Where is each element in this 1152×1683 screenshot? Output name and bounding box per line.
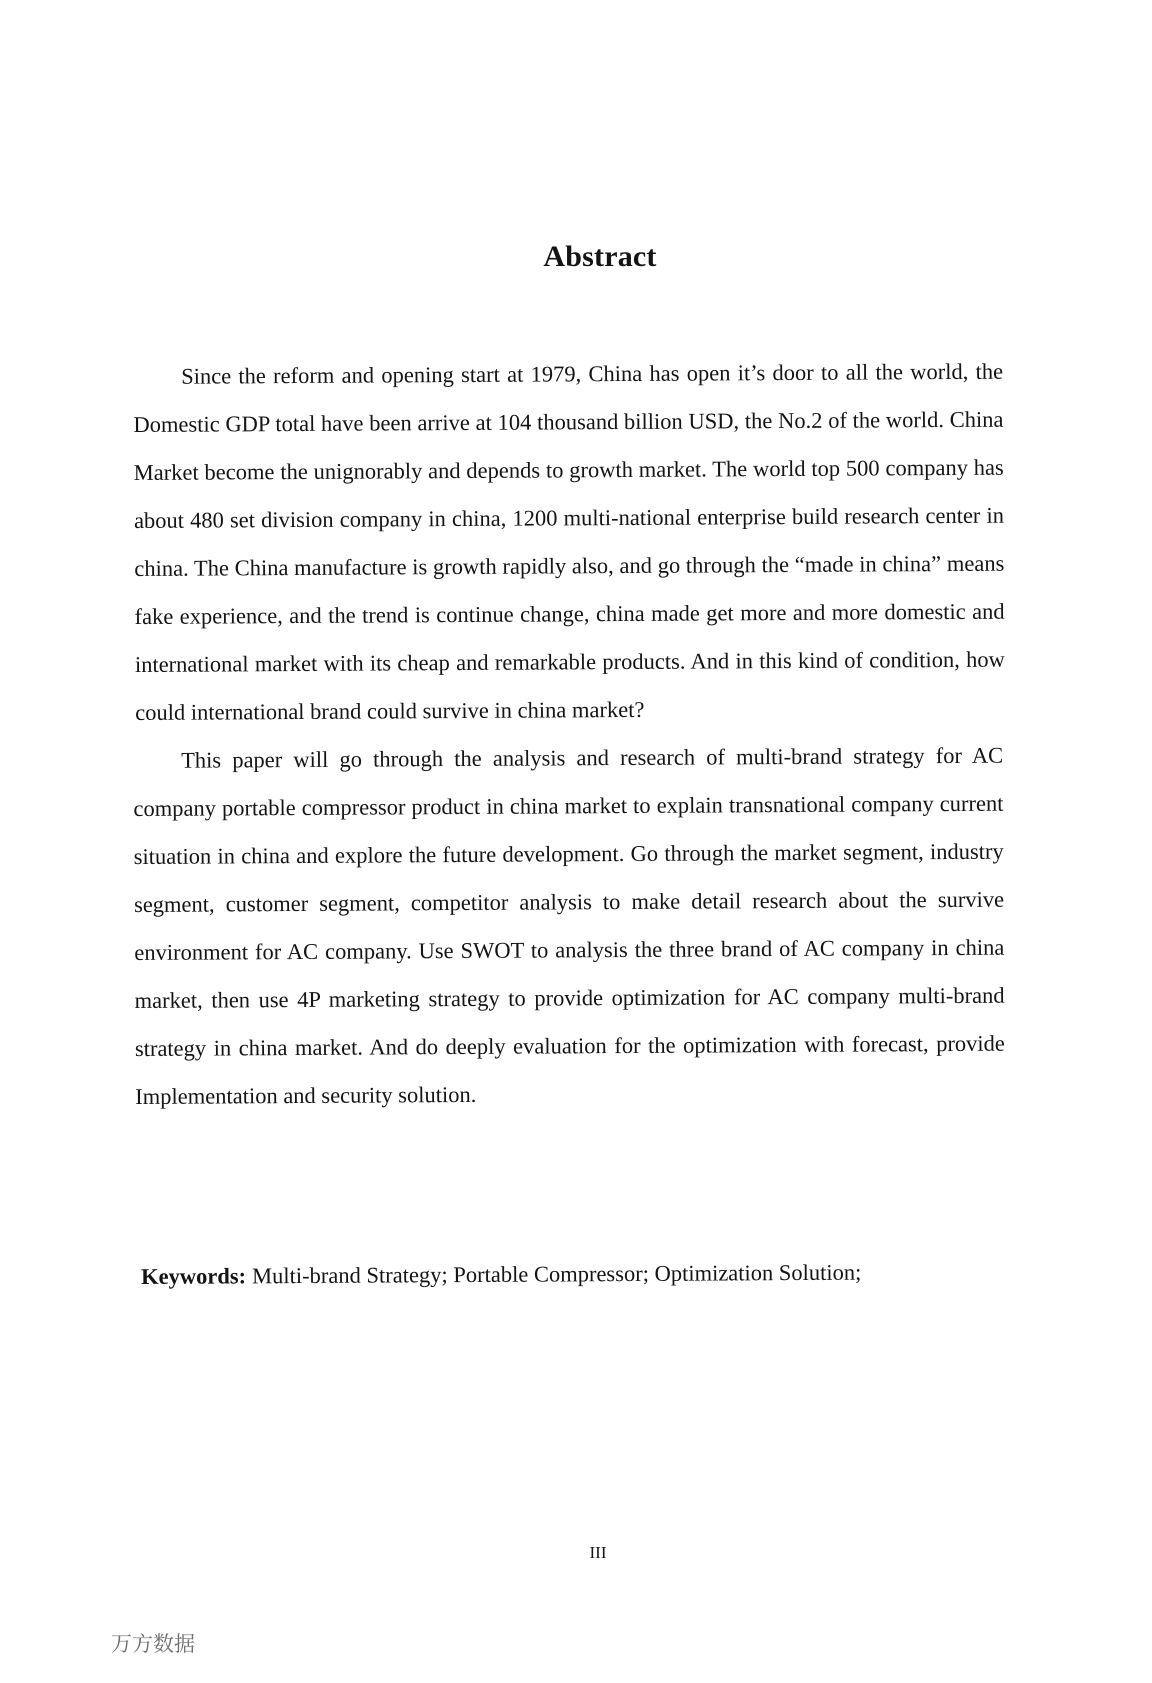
source-watermark: 万方数据 (111, 1632, 195, 1656)
page-number: III (589, 1543, 607, 1562)
keywords-values: Multi-brand Strategy; Portable Compressor; Optimization Solution; (252, 1259, 862, 1289)
abstract-title: Abstract (543, 240, 657, 273)
abstract-body (133, 353, 1003, 1121)
keywords-line (141, 1257, 1001, 1292)
abstract-paragraph-2: This paper will go through the analysis and research of multi-brand strategy for AC company portable compressor product in china market to explain transnational company current situation in china and explore the future development. Go through the market segment, industry segment, customer segment, competitor analysis to make detail research about the survive environment for AC company. Use SWOT to analysis the three brand of AC company in china market, then use 4P marketing strategy to provide optimization for AC company multi-brand strategy in china market. And do deeply evaluation for the optimization with forecast, provide Implementation and security solution. (133, 742, 1005, 1109)
keywords-label: Keywords: (141, 1263, 247, 1289)
abstract-paragraph-1: Since the reform and opening start at 1979, China has open it’s door to all the world, the Domestic GDP total have been arrive at 104 thousand billion USD, the No.2 of the world. China Market become the unignorably and depends to growth market. The world top 500 company has about 480 set division company in china, 1200 multi-national enterprise build research center in china. The China manufacture is growth rapidly also, and go through the “made in china” means fake experience, and the trend is continue change, china made get more and more domestic and international market with its cheap and remarkable products. And in this kind of condition, how could international brand could survive in china market? (133, 358, 1005, 725)
